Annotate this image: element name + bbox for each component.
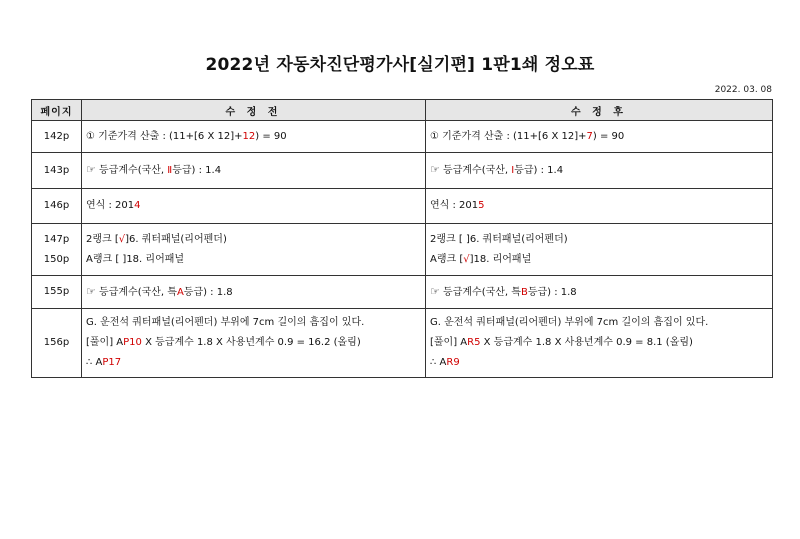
page-cell [32, 153, 82, 189]
correction-text: √ [463, 253, 470, 265]
text-segment: 등급) : 1.8 [183, 286, 233, 298]
after-cell [426, 276, 773, 309]
table-row [32, 276, 773, 309]
page-cell [32, 309, 82, 378]
after-cell [426, 153, 773, 189]
pointing-hand-icon: ☞ [86, 284, 96, 298]
page-cell [32, 121, 82, 153]
after-cell [426, 121, 773, 153]
text-segment: A랭크 [ ]18. 리어패널 [86, 253, 185, 265]
before-line [86, 160, 421, 181]
text-segment: ]18. 리어패널 [469, 253, 532, 265]
text-segment: 2랭크 [ ]6. 쿼터패널(리어펜더) [430, 233, 568, 245]
text-segment: [풀이] A [86, 337, 124, 348]
errata-body [32, 121, 773, 378]
text-segment: 등급계수(국산, [439, 165, 512, 176]
before-line [86, 230, 421, 250]
page-number: 147p [43, 233, 70, 245]
page-number: 143p [43, 164, 70, 176]
table-row [32, 121, 773, 153]
before-line [86, 313, 421, 333]
before-cell [82, 224, 426, 276]
page-number: 142p [43, 130, 70, 142]
text-segment: X 등급계수 1.8 X 사용년계수 0.9 = 8.1 (올림) [480, 337, 693, 348]
after-line [430, 353, 768, 373]
pointing-hand-icon: ☞ [86, 163, 96, 176]
text-segment: ) = 90 [255, 130, 287, 142]
after-line [430, 127, 768, 147]
after-line [430, 313, 768, 333]
text-segment: 등급계수(국산, 특 [95, 286, 177, 298]
correction-text: P10 [123, 337, 142, 348]
text-segment: G. 운전석 쿼터패널(리어펜더) 부위에 7cm 길이의 흠집이 있다. [430, 317, 709, 328]
page-number: 150p [43, 253, 70, 265]
page-number: 155p [43, 286, 70, 297]
after-line [430, 250, 768, 270]
before-cell [82, 276, 426, 309]
after-line [430, 196, 768, 216]
before-cell [82, 153, 426, 189]
table-row [32, 153, 773, 189]
before-cell [82, 121, 426, 153]
table-header-row [32, 100, 773, 121]
header-before: 수 정 전 [82, 100, 426, 121]
text-segment: ) = 90 [592, 130, 625, 142]
text-segment: 등급) : 1.4 [172, 165, 222, 176]
text-segment: A랭크 [ [430, 253, 464, 265]
page-number: 146p [43, 200, 70, 211]
pointing-hand-icon: ☞ [430, 284, 440, 298]
after-line [430, 333, 768, 353]
after-line [430, 160, 768, 181]
text-segment: ]6. 쿼터패널(리어펜더) [125, 233, 227, 245]
text-segment: ∴ A [430, 357, 447, 368]
before-line [86, 196, 421, 216]
before-line [86, 333, 421, 353]
correction-text: 5 [478, 200, 485, 211]
page-cell [32, 189, 82, 224]
text-segment: 연식 : 201 [430, 200, 479, 211]
text-segment: ∴ A [86, 357, 103, 368]
after-line [430, 230, 768, 250]
text-segment: 등급) : 1.8 [527, 286, 577, 298]
correction-text: B [520, 286, 528, 298]
text-segment: X 등급계수 1.8 X 사용년계수 0.9 = 16.2 (올림) [141, 337, 361, 348]
correction-text: P17 [102, 357, 122, 368]
correction-text: 4 [134, 200, 141, 211]
after-cell [426, 224, 773, 276]
correction-text: √ [118, 233, 126, 245]
page-cell [32, 224, 82, 276]
table-row [32, 224, 773, 276]
correction-text: 7 [586, 130, 593, 142]
text-segment: 등급계수(국산, [95, 165, 168, 176]
after-cell [426, 309, 773, 378]
text-segment: G. 운전석 쿼터패널(리어펜더) 부위에 7cm 길이의 흠집이 있다. [86, 317, 365, 328]
document-title: 2022년 자동차진단평가사[실기편] 1판1쇄 정오표 [205, 55, 595, 75]
correction-text: R9 [446, 357, 460, 368]
after-line [430, 282, 768, 303]
pointing-hand-icon: ☞ [430, 163, 440, 176]
correction-text: A [176, 286, 184, 298]
table-row [32, 309, 773, 378]
page-number: 156p [43, 337, 70, 348]
after-cell [426, 189, 773, 224]
correction-text: 12 [242, 130, 256, 142]
header-page: 페이지 [32, 100, 82, 121]
errata-table [31, 99, 773, 378]
before-cell [82, 189, 426, 224]
text-segment: [풀이] A [430, 337, 468, 348]
correction-text: Ⅱ [167, 165, 173, 176]
text-segment: 등급계수(국산, 특 [439, 286, 521, 298]
before-line [86, 250, 421, 270]
correction-text: Ⅰ [511, 165, 515, 176]
before-line [86, 282, 421, 303]
page-cell [32, 276, 82, 309]
correction-text: R5 [467, 337, 481, 348]
before-line [86, 127, 421, 147]
before-line [86, 353, 421, 373]
text-segment: 2랭크 [ [86, 233, 119, 245]
text-segment: ① 기준가격 산출 : (11+[6 X 12]+ [430, 130, 587, 142]
text-segment: 연식 : 201 [86, 200, 135, 211]
before-cell [82, 309, 426, 378]
header-after: 수 정 후 [426, 100, 773, 121]
table-row [32, 189, 773, 224]
text-segment: ① 기준가격 산출 : (11+[6 X 12]+ [86, 130, 243, 142]
text-segment: 등급) : 1.4 [514, 165, 564, 176]
document-date: 2022. 03. 08 [714, 85, 772, 95]
